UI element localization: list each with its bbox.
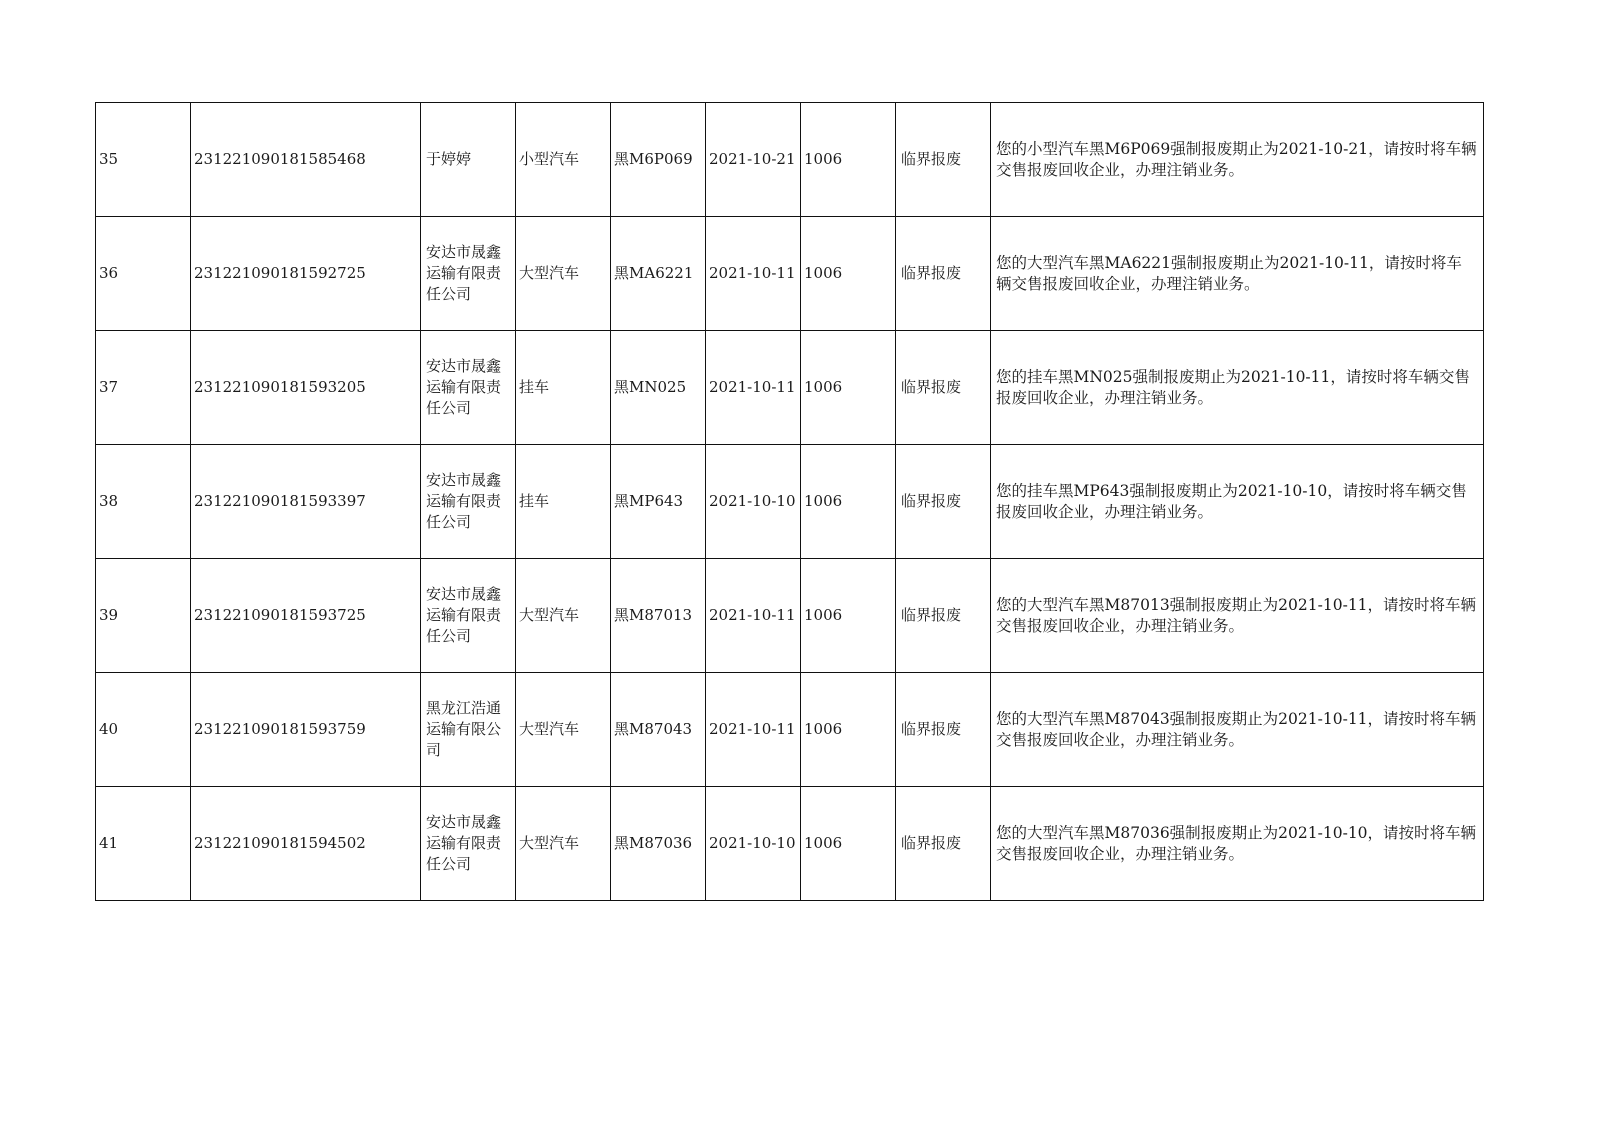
cell-scrap-date: 2021-10-21 <box>706 103 801 217</box>
cell-sequence: 37 <box>96 331 191 445</box>
table-row <box>96 217 1484 331</box>
cell-sequence: 35 <box>96 103 191 217</box>
cell-owner: 安达市晟鑫运输有限责任公司 <box>421 445 516 559</box>
vehicle-scrap-notice-table <box>95 102 1484 901</box>
cell-plate-number: 黑M87043 <box>611 673 706 787</box>
cell-code: 1006 <box>801 103 896 217</box>
cell-status: 临界报废 <box>896 103 991 217</box>
cell-vehicle-type: 大型汽车 <box>516 217 611 331</box>
cell-code: 1006 <box>801 787 896 901</box>
cell-vehicle-type: 大型汽车 <box>516 559 611 673</box>
table-row <box>96 331 1484 445</box>
cell-notice: 您的大型汽车黑M87013强制报废期止为2021-10-11，请按时将车辆交售报废回收企业，办理注销业务。 <box>991 559 1484 673</box>
cell-notice: 您的挂车黑MN025强制报废期止为2021-10-11，请按时将车辆交售报废回收企业，办理注销业务。 <box>991 331 1484 445</box>
cell-plate-number: 黑M87013 <box>611 559 706 673</box>
cell-record-id: 231221090181585468 <box>191 103 421 217</box>
cell-code: 1006 <box>801 559 896 673</box>
cell-owner: 安达市晟鑫运输有限责任公司 <box>421 331 516 445</box>
table-row <box>96 445 1484 559</box>
cell-sequence: 38 <box>96 445 191 559</box>
cell-record-id: 231221090181593759 <box>191 673 421 787</box>
cell-notice: 您的大型汽车黑MA6221强制报废期止为2021-10-11，请按时将车辆交售报废回收企业，办理注销业务。 <box>991 217 1484 331</box>
cell-scrap-date: 2021-10-10 <box>706 445 801 559</box>
cell-owner: 安达市晟鑫运输有限责任公司 <box>421 559 516 673</box>
cell-scrap-date: 2021-10-11 <box>706 559 801 673</box>
cell-scrap-date: 2021-10-11 <box>706 331 801 445</box>
cell-scrap-date: 2021-10-11 <box>706 673 801 787</box>
cell-notice: 您的小型汽车黑M6P069强制报废期止为2021-10-21，请按时将车辆交售报废回收企业，办理注销业务。 <box>991 103 1484 217</box>
cell-notice: 您的挂车黑MP643强制报废期止为2021-10-10，请按时将车辆交售报废回收企业，办理注销业务。 <box>991 445 1484 559</box>
cell-status: 临界报废 <box>896 445 991 559</box>
cell-vehicle-type: 挂车 <box>516 445 611 559</box>
cell-vehicle-type: 大型汽车 <box>516 787 611 901</box>
cell-plate-number: 黑MN025 <box>611 331 706 445</box>
cell-record-id: 231221090181592725 <box>191 217 421 331</box>
cell-sequence: 40 <box>96 673 191 787</box>
cell-record-id: 231221090181593397 <box>191 445 421 559</box>
cell-sequence: 41 <box>96 787 191 901</box>
cell-owner: 黑龙江浩通运输有限公司 <box>421 673 516 787</box>
cell-sequence: 39 <box>96 559 191 673</box>
cell-plate-number: 黑MA6221 <box>611 217 706 331</box>
cell-owner: 安达市晟鑫运输有限责任公司 <box>421 787 516 901</box>
cell-status: 临界报废 <box>896 217 991 331</box>
cell-plate-number: 黑M87036 <box>611 787 706 901</box>
cell-owner: 于婷婷 <box>421 103 516 217</box>
cell-vehicle-type: 小型汽车 <box>516 103 611 217</box>
cell-record-id: 231221090181594502 <box>191 787 421 901</box>
cell-code: 1006 <box>801 673 896 787</box>
cell-status: 临界报废 <box>896 787 991 901</box>
cell-status: 临界报废 <box>896 673 991 787</box>
cell-record-id: 231221090181593725 <box>191 559 421 673</box>
table-row <box>96 787 1484 901</box>
table-row <box>96 673 1484 787</box>
cell-code: 1006 <box>801 445 896 559</box>
cell-code: 1006 <box>801 331 896 445</box>
cell-vehicle-type: 挂车 <box>516 331 611 445</box>
cell-status: 临界报废 <box>896 559 991 673</box>
cell-record-id: 231221090181593205 <box>191 331 421 445</box>
cell-code: 1006 <box>801 217 896 331</box>
cell-status: 临界报废 <box>896 331 991 445</box>
cell-scrap-date: 2021-10-11 <box>706 217 801 331</box>
table-body <box>96 103 1484 901</box>
cell-vehicle-type: 大型汽车 <box>516 673 611 787</box>
table-row <box>96 103 1484 217</box>
cell-plate-number: 黑MP643 <box>611 445 706 559</box>
cell-notice: 您的大型汽车黑M87043强制报废期止为2021-10-11，请按时将车辆交售报废回收企业，办理注销业务。 <box>991 673 1484 787</box>
cell-sequence: 36 <box>96 217 191 331</box>
cell-notice: 您的大型汽车黑M87036强制报废期止为2021-10-10，请按时将车辆交售报废回收企业，办理注销业务。 <box>991 787 1484 901</box>
cell-scrap-date: 2021-10-10 <box>706 787 801 901</box>
cell-owner: 安达市晟鑫运输有限责任公司 <box>421 217 516 331</box>
table-row <box>96 559 1484 673</box>
cell-plate-number: 黑M6P069 <box>611 103 706 217</box>
